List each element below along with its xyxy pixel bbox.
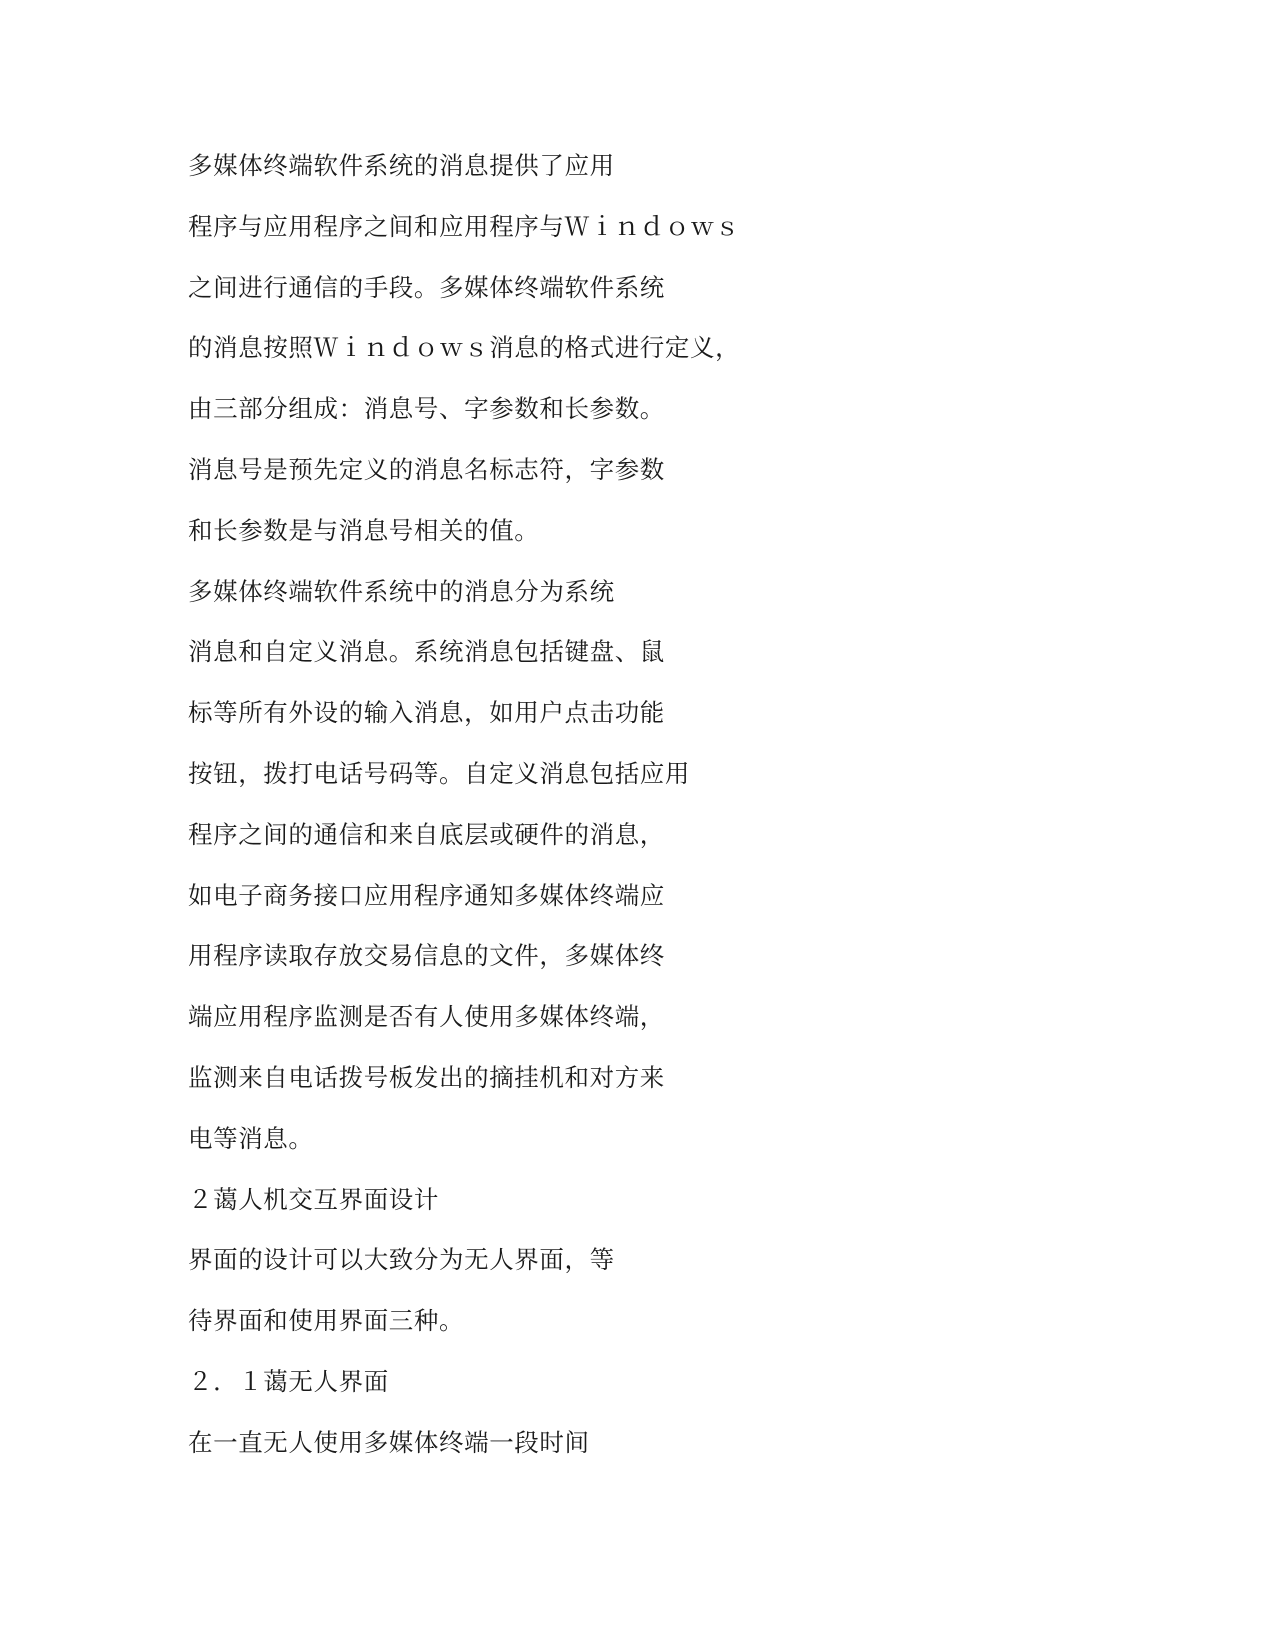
text-line: 如电子商务接口应用程序通知多媒体终端应 <box>188 880 665 910</box>
text-line: 和长参数是与消息号相关的值。 <box>188 515 540 545</box>
text-line: 电等消息。 <box>188 1123 314 1153</box>
text-line: 多媒体终端软件系统中的消息分为系统 <box>188 576 615 606</box>
text-line: 的消息按照Ｗｉｎｄｏｗｓ消息的格式进行定义， <box>188 333 741 363</box>
text-line: 消息和自定义消息。系统消息包括键盘、鼠 <box>188 637 665 667</box>
text-line: 在一直无人使用多媒体终端一段时间 <box>188 1427 590 1457</box>
text-line: 程序与应用程序之间和应用程序与Ｗｉｎｄｏｗｓ <box>188 211 741 241</box>
text-line: 程序之间的通信和来自底层或硬件的消息， <box>188 819 665 849</box>
text-line: 用程序读取存放交易信息的文件，多媒体终 <box>188 941 665 971</box>
text-line: 界面的设计可以大致分为无人界面，等 <box>188 1245 615 1275</box>
text-line: 端应用程序监测是否有人使用多媒体终端， <box>188 1002 665 1032</box>
text-line: 待界面和使用界面三种。 <box>188 1306 465 1336</box>
text-line: 按钮，拨打电话号码等。自定义消息包括应用 <box>188 758 690 788</box>
text-line: 由三部分组成：消息号、字参数和长参数。 <box>188 394 665 424</box>
text-line: 多媒体终端软件系统的消息提供了应用 <box>188 151 615 180</box>
body-text <box>188 148 1088 1486</box>
text-line: 消息号是预先定义的消息名标志符，字参数 <box>188 454 665 484</box>
text-line: 标等所有外设的输入消息，如用户点击功能 <box>188 698 665 728</box>
section-heading: ２蔼人机交互界面设计 <box>188 1184 439 1214</box>
subsection-heading: ２．１蔼无人界面 <box>188 1366 389 1396</box>
text-line: 之间进行通信的手段。多媒体终端软件系统 <box>188 272 665 302</box>
text-line: 监测来自电话拨号板发出的摘挂机和对方来 <box>188 1062 665 1092</box>
